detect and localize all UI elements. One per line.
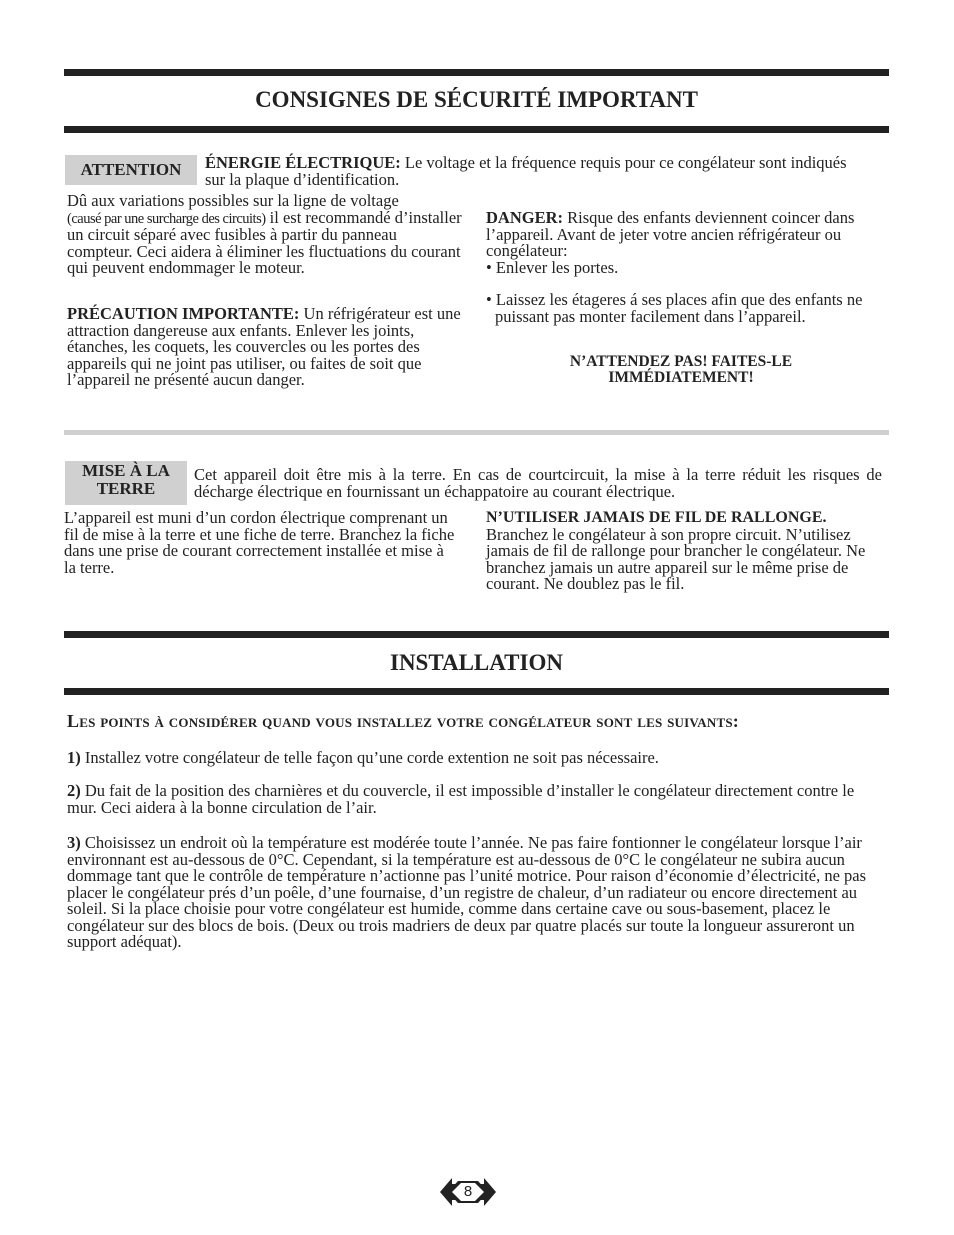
variations-text-a: Dû aux variations possibles sur la ligne de voltage (67, 191, 399, 210)
item-3-number: 3) (67, 833, 81, 852)
energie-paragraph (205, 155, 860, 188)
energie-text: Le voltage et la fréquence requis pour ce congélateur sont indiqués sur la plaque d’identification. (205, 153, 847, 189)
variations-text-b: (causé par une surcharge des circuits) (67, 210, 266, 227)
item-3-text: Choisissez un endroit où la température est modérée toute l’année. Ne pas faire fontionner le congélateur lorsque l’air environnant est au-dessous de 0°C. Cependant, si la température est au-dessous de 0°C le congélateur ne subira aucun dommage tant que le contrôle de température n’actionne pas l’unité motrice. Pour raison d’économie d’électricité, ne pas placer le congélateur prés d’un poêle, d’une fournaise, d’un registre de chaleur, d’un radiateur ou encore directement au soleil. Si la place choisie pour votre congélateur est humide, comme dans certaine cave ou sous-basement, placez le congélateur sur des blocs de bois. (Deux ou trois madriers de deux par quatre placés sur toute la longueur assureront un support adéquat). (67, 833, 867, 951)
danger-text: Risque des enfants deviennent coincer dans l’appareil. Avant de jeter votre ancien réfrigérateur ou congélateur: (486, 208, 855, 260)
item-1-text: Installez votre congélateur de telle façon qu’une corde extention ne soit pas nécessaire. (80, 748, 659, 767)
ground-intro: Cet appareil doit être mis à la terre. En cas de courtcircuit, la mise à la terre réduit les risques de décharge électrique en fournissant un échappatoire au courant électrique. (194, 465, 882, 501)
installation-subtitle: Les points à considérer quand vous installez votre congélateur sont les suivants: (67, 711, 739, 731)
safety-title-rule (64, 126, 889, 133)
ground-left-paragraph: L’appareil est muni d’un cordon électrique comprenant un fil de mise à la terre et une fiche de terre. Branchez la fiche dans une prise de courant correctement installée et mise à la terre. (64, 508, 455, 577)
item-1-number: 1) (67, 748, 81, 767)
precaution-paragraph (67, 306, 465, 389)
danger-label: DANGER: (486, 208, 563, 227)
danger-bullet-2: • Laissez les étageres á ses places afin que des enfants ne puissant pas monter facilement dans l’appareil. (486, 290, 863, 326)
variations-paragraph (67, 193, 465, 277)
danger-paragraph (486, 210, 878, 325)
installation-title-rule (64, 688, 889, 695)
page-number-badge (438, 1172, 498, 1212)
ground-tag: MISE À LA TERRE (65, 461, 187, 505)
safety-title: CONSIGNES DE SÉCURITÉ IMPORTANT (255, 87, 698, 112)
rallonge-label: N’UTILISER JAMAIS DE FIL DE RALLONGE. (486, 509, 827, 526)
installation-top-rule (64, 631, 889, 638)
nattendez-warning: N’ATTENDEZ PAS! FAITES-LE IMMÉDIATEMENT! (569, 353, 793, 386)
attention-tag: ATTENTION (65, 155, 197, 185)
installation-item-2 (67, 783, 887, 816)
variations-text-c: il est recommandé d’installer un circuit séparé avec fusibles à partir du panneau compteur. Ceci aidera à éliminer les fluctuations du courant qui peuvent endommager le moteur. (67, 207, 462, 277)
energie-label: ÉNERGIE ÉLECTRIQUE: (205, 153, 401, 172)
installation-item-3 (67, 835, 887, 951)
top-rule (64, 69, 889, 76)
ground-right-paragraph (486, 510, 886, 593)
installation-title: INSTALLATION (390, 650, 563, 675)
precaution-label: PRÉCAUTION IMPORTANTE: (67, 304, 300, 323)
section-divider (64, 430, 889, 435)
page-number: 8 (463, 1183, 473, 1200)
rallonge-text: Branchez le congélateur à son propre circuit. N’utilisez jamais de fil de rallonge pour brancher le congélateur. Ne branchez jamais un autre appareil sur le même prise de courant. Ne doublez pas le fil. (486, 524, 866, 593)
danger-bullet-1: • Enlever les portes. (486, 257, 619, 277)
item-2-number: 2) (67, 781, 81, 800)
item-2-text: Du fait de la position des charnières et du couvercle, il est impossible d’installer le congélateur directement contre le mur. Ceci aidera à la bonne circulation de l’air. (67, 781, 855, 817)
precaution-text: Un réfrigérateur est une attraction dangereuse aux enfants. Enlever les joints, étanches, les coquets, les couvercles ou les portes des appareils qui ne joint pas utiliser, ou faites de soit que l’appareil ne présenté aucun danger. (67, 304, 461, 389)
installation-item-1 (67, 750, 887, 767)
